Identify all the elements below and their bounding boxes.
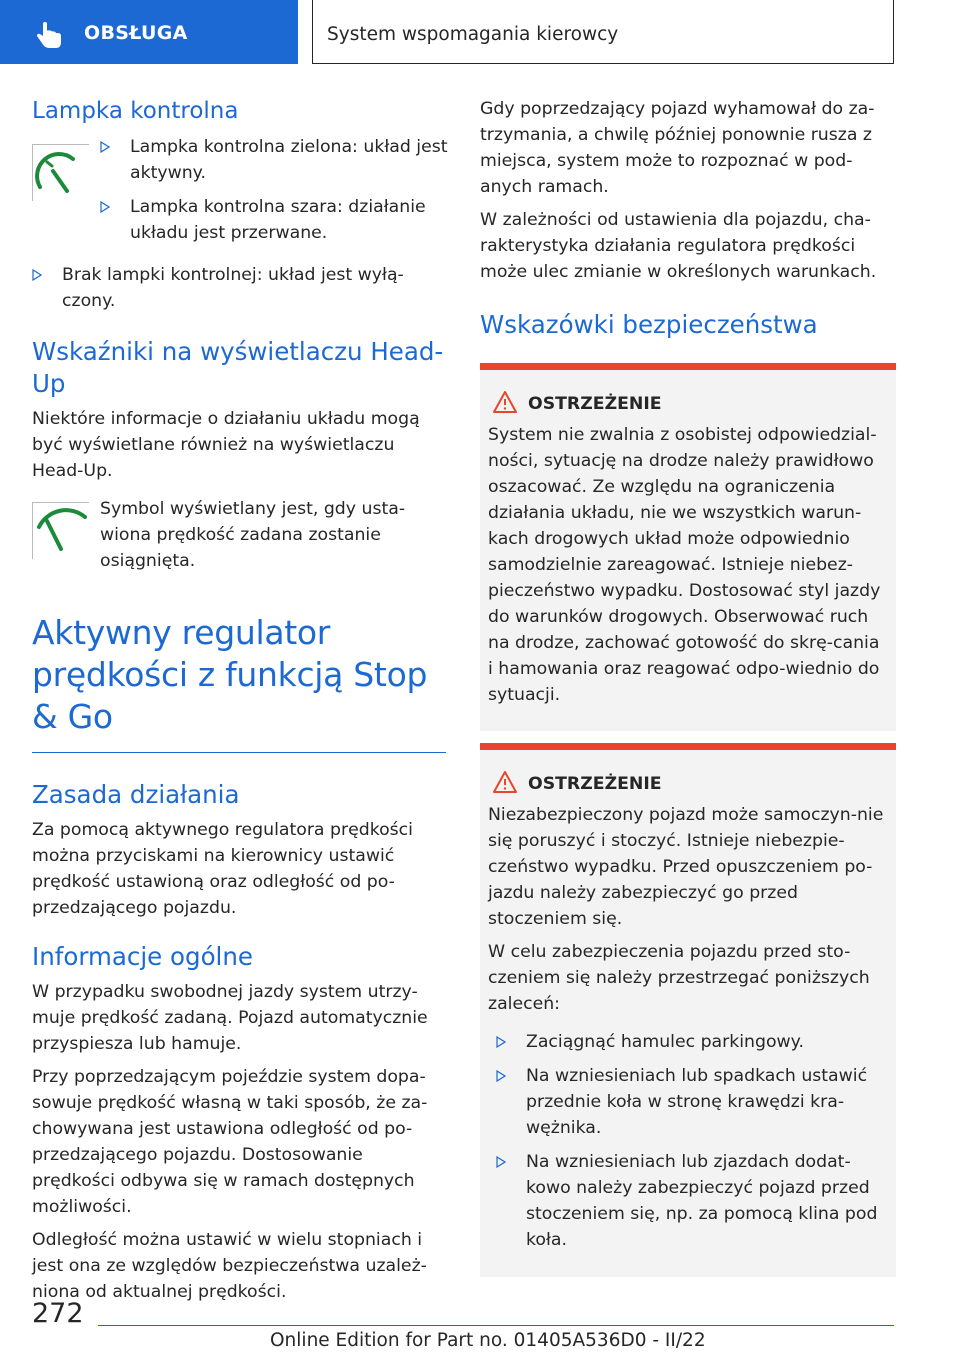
hud-heading: Wskaźniki na wyświetlaczu Head-Up xyxy=(32,337,444,398)
footer-edition: Online Edition for Part no. 01405A536D0 - II/22 xyxy=(270,1330,706,1351)
zasada-text: Za pomocą aktywnego regulatora prędkości można przyciskami na kierownicy ustawić prędkość ustawioną oraz odległość od po-przedzającego pojazdu. xyxy=(32,820,413,918)
zasada-heading: Zasada działania xyxy=(32,780,240,809)
hud-text: Niektóre informacje o działaniu układu mogą być wyświetlane również na wyświetlaczu Head-Up. xyxy=(32,409,420,481)
warning-label: OSTRZEŻENIE xyxy=(528,394,662,414)
lampka-icon-box xyxy=(32,144,89,201)
warning-triangle-icon xyxy=(492,770,518,794)
cruise-control-gauge-icon xyxy=(33,145,89,201)
footer-divider xyxy=(98,1325,894,1326)
info-heading: Informacje ogólne xyxy=(32,942,253,971)
warning-triangle-icon xyxy=(492,390,518,414)
lampka-none: Brak lampki kontrolnej: układ jest wyłą-czony. xyxy=(62,265,404,311)
right-paragraph-1: Gdy poprzedzający pojazd wyhamował do za-trzymania, a chwilę później ponownie rusza z miejsca, system może to rozpoznać w pod-anych ramach. xyxy=(480,99,875,197)
triangle-bullet-icon xyxy=(496,1070,506,1082)
chapter-box xyxy=(312,0,894,64)
left-column xyxy=(32,96,448,1312)
warning-item-2: Na wzniesieniach lub spadkach ustawić przednie koła w stronę krawędzi kra-wężnika. xyxy=(526,1066,868,1138)
cruise-control-speed-reached-icon xyxy=(33,503,89,559)
warning-title xyxy=(528,394,886,414)
warning-text-1: Niezabezpieczony pojazd może samoczyn-nie się poruszyć i stoczyć. Istnieje niebezpie-czeństwo wypadku. Przed opuszczeniem po-jazdu należy zabezpieczyć go przed stoczeniem się. xyxy=(488,805,884,929)
triangle-bullet-icon xyxy=(496,1036,506,1048)
lampka-item-2: Lampka kontrolna szara: działanie układu jest przerwane. xyxy=(130,197,426,243)
hand-pointer-icon xyxy=(34,22,64,50)
right-column xyxy=(480,96,896,1289)
triangle-bullet-icon xyxy=(496,1156,506,1168)
section-tab xyxy=(0,0,298,64)
triangle-bullet-icon xyxy=(100,201,110,213)
lampka-item-1: Lampka kontrolna zielona: układ jest aktywny. xyxy=(130,137,448,183)
warning-label: OSTRZEŻENIE xyxy=(528,774,662,794)
page-number: 272 xyxy=(32,1298,84,1329)
info-paragraph-3: Odległość można ustawić w wielu stopniach i jest ona ze względów bezpieczeństwa uzależ-niona od aktualnej prędkości. xyxy=(32,1230,427,1302)
info-paragraph-2: Przy poprzedzającym pojeździe system dopa-sowuje prędkość własną w taki sposób, że za-chowywana jest ustawiona odległość od po-przedzającego pojazdu. Dostosowanie prędkości odbywa się w ramach dostępnych możliwości. xyxy=(32,1067,428,1217)
hud-row xyxy=(32,496,448,592)
triangle-bullet-icon xyxy=(100,141,110,153)
warning-item-1: Zaciągnąć hamulec parkingowy. xyxy=(526,1032,804,1052)
triangle-bullet-icon xyxy=(32,269,42,281)
lampka-row xyxy=(32,134,448,262)
warning-title xyxy=(528,774,886,794)
warning-box-1 xyxy=(480,363,896,731)
section-label: OBSŁUGA xyxy=(84,22,188,44)
chapter-label: System wspomagania kierowcy xyxy=(327,24,619,45)
title-divider xyxy=(32,752,446,753)
right-paragraph-2: W zależności od ustawienia dla pojazdu, cha-rakterystyka działania regulatora prędkości może ulec zmianie w określonych warunkach. xyxy=(480,210,877,282)
list-item xyxy=(496,1149,886,1253)
main-title: Aktywny regulator prędkości z funkcją Stop & Go xyxy=(32,613,428,736)
hud-icon-box xyxy=(32,502,89,559)
list-item xyxy=(100,194,448,246)
warning-text-2: W celu zabezpieczenia pojazdu przed sto-czeniem się należy przestrzegać poniższych zaleceń: xyxy=(488,942,870,1014)
list-item xyxy=(32,262,448,314)
warning-text: System nie zwalnia z osobistej odpowiedzial-ności, sytuację na drodze należy prawidłowo oszacować. Ze względu na ograniczenia działania układu, nie we wszystkich warun-kach drogowych układ może odpowiednio samodzielnie zareagować. Istnieje niebez-pieczeństwo wypadku. Dostosować styl jazdy do warunków drogowych. Obserwować ruch na drodze, zachować gotowość do skrę-cania i hamowania oraz reagować odpo-wiednio do sytuacji. xyxy=(488,425,881,705)
safety-heading: Wskazówki bezpieczeństwa xyxy=(480,310,818,339)
list-item xyxy=(496,1029,886,1055)
warning-box-2 xyxy=(480,743,896,1277)
lampka-heading: Lampka kontrolna xyxy=(32,98,239,124)
list-item xyxy=(496,1063,886,1141)
hud-symbol-text: Symbol wyświetlany jest, gdy usta-wiona prędkość zadana zostanie osiągnięta. xyxy=(100,499,406,571)
info-paragraph-1: W przypadku swobodnej jazdy system utrzy-muje prędkość zadaną. Pojazd automatycznie przyspiesza lub hamuje. xyxy=(32,982,428,1054)
list-item xyxy=(100,134,448,186)
warning-item-3: Na wzniesieniach lub zjazdach dodat-kowo należy zabezpieczyć pojazd przed stoczeniem się, np. za pomocą klina pod koła. xyxy=(526,1152,878,1250)
